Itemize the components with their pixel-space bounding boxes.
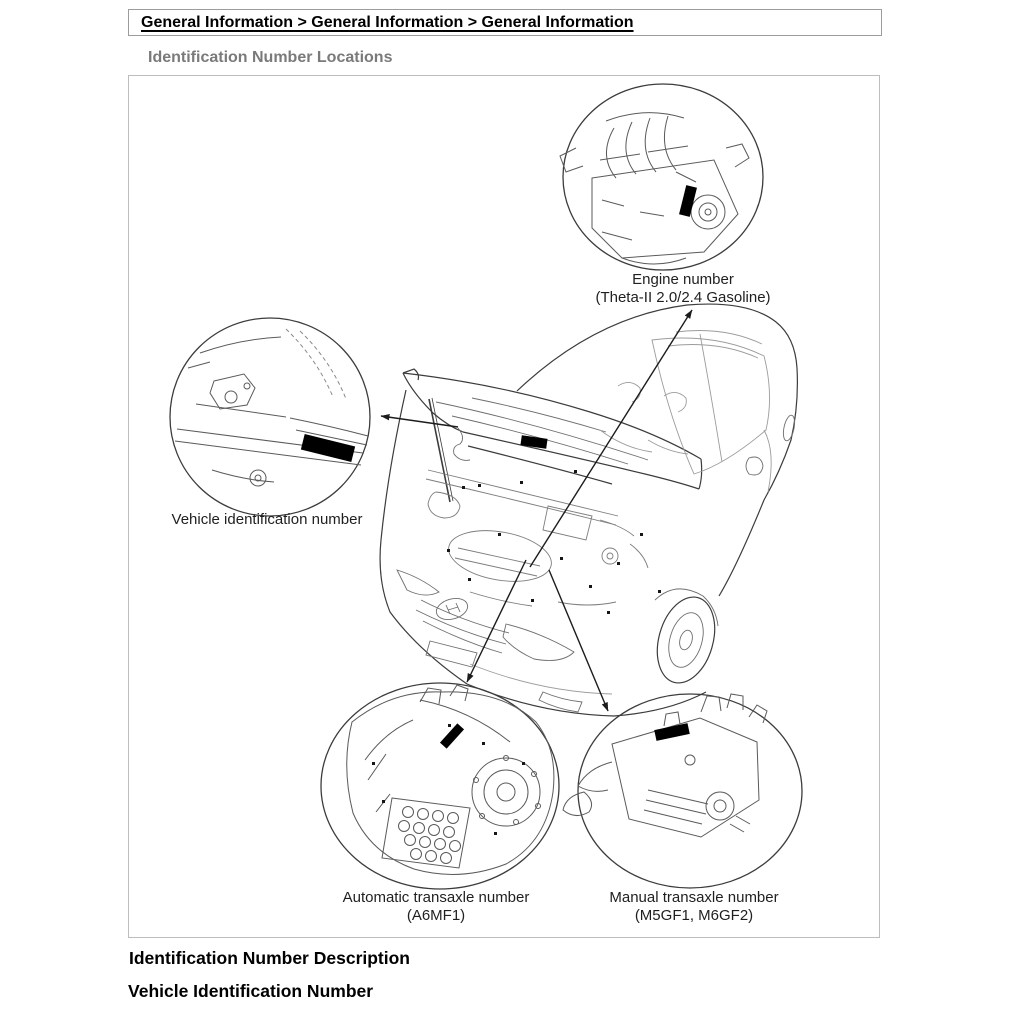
vin-arrow bbox=[381, 416, 458, 427]
engine-number-label-line1: Engine number bbox=[632, 271, 734, 288]
breadcrumb-text: General Information > General Information > General Information bbox=[141, 13, 634, 31]
engine-inset-art bbox=[560, 113, 749, 264]
heading-identification-number-description: Identification Number Description bbox=[129, 948, 410, 968]
auto-transaxle-inset-art bbox=[347, 685, 554, 874]
inset-circles bbox=[170, 84, 802, 889]
engine-number-label bbox=[553, 271, 813, 307]
manual-transaxle-label-line2: (M5GF1, M6GF2) bbox=[634, 907, 754, 924]
auto-transaxle-arrow bbox=[467, 560, 526, 682]
vin-label-line1: Vehicle identification number bbox=[171, 511, 363, 528]
manual-transaxle-arrow bbox=[549, 570, 608, 711]
auto-transaxle-inset-circle bbox=[321, 683, 559, 889]
manual-transaxle-inset-circle bbox=[578, 694, 802, 888]
vin-inset-circle bbox=[170, 318, 370, 516]
heading-vehicle-identification-number: Vehicle Identification Number bbox=[128, 981, 374, 1001]
engine-arrow bbox=[530, 310, 692, 567]
engine-inset-circle bbox=[563, 84, 763, 270]
vin-inset-art bbox=[175, 329, 368, 486]
car-detail-art bbox=[397, 331, 797, 713]
identification-diagram bbox=[128, 75, 880, 938]
manual-transaxle-label-line1: Manual transaxle number bbox=[609, 889, 779, 906]
manual-transaxle-label bbox=[574, 889, 814, 925]
auto-transaxle-marker bbox=[440, 723, 464, 748]
auto-transaxle-label-line1: Automatic transaxle number bbox=[342, 889, 530, 906]
breadcrumb[interactable] bbox=[128, 9, 882, 36]
auto-transaxle-label bbox=[316, 889, 556, 925]
cowl-id-marker bbox=[520, 435, 547, 449]
car-line-art bbox=[380, 304, 797, 716]
auto-transaxle-label-line2: (A6MF1) bbox=[406, 907, 466, 924]
vin-label bbox=[147, 511, 387, 529]
engine-number-marker bbox=[679, 185, 697, 217]
engine-bay-art bbox=[426, 435, 661, 614]
section-heading: Identification Number Locations bbox=[148, 49, 393, 66]
engine-number-label-line2: (Theta-II 2.0/2.4 Gasoline) bbox=[595, 289, 771, 306]
